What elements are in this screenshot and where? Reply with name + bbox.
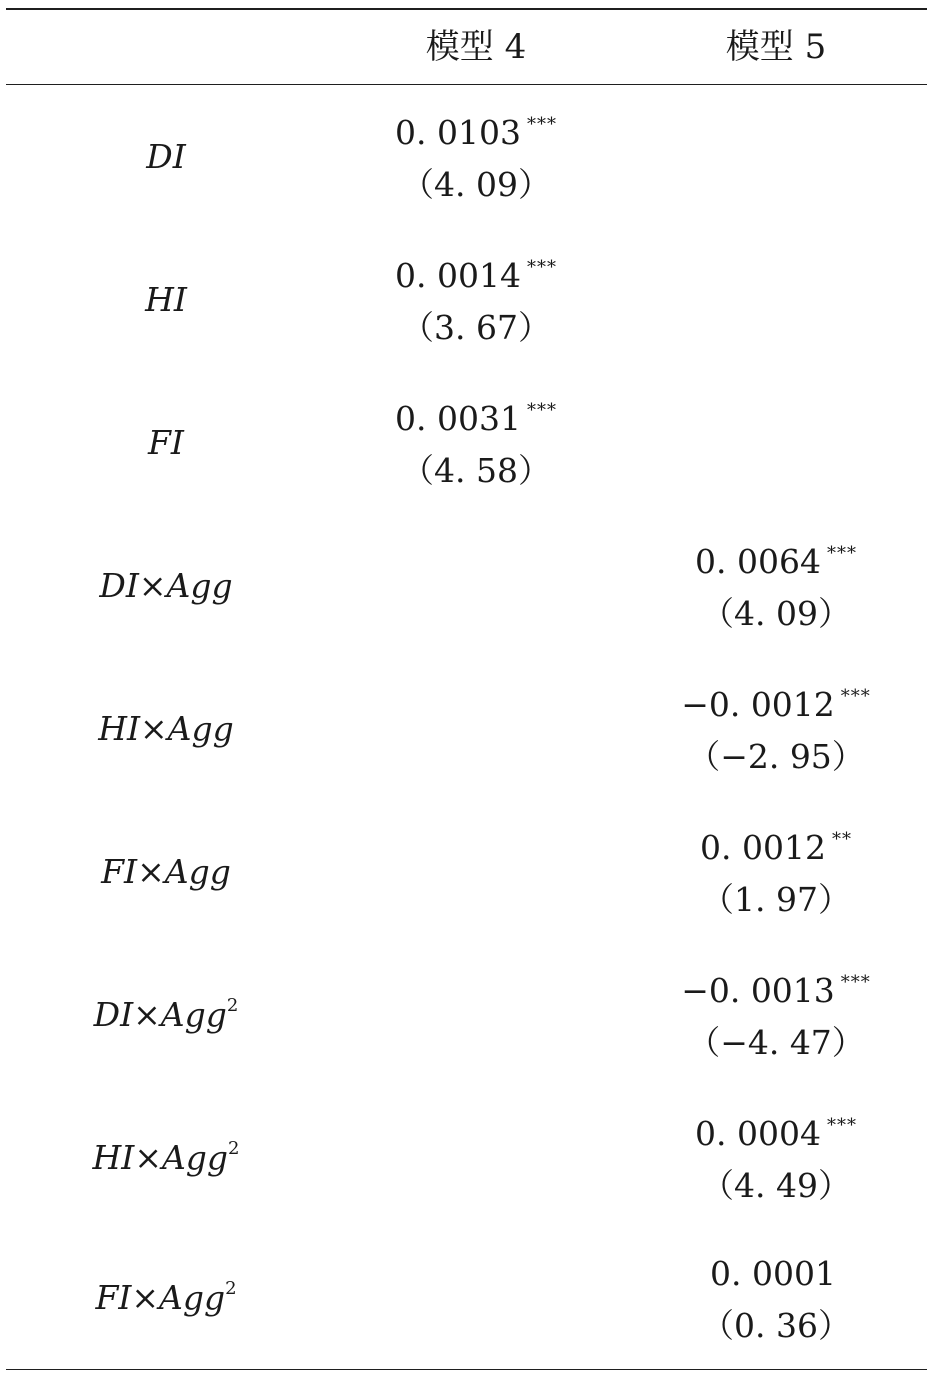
model-4-cell bbox=[326, 822, 626, 932]
significance-stars: *** bbox=[840, 686, 871, 707]
coefficient bbox=[326, 250, 626, 302]
coefficient bbox=[326, 965, 626, 1017]
variable-name: FI×Agg bbox=[95, 1278, 226, 1317]
coefficient bbox=[626, 107, 926, 159]
significance-stars: ** bbox=[831, 829, 852, 850]
coefficient bbox=[626, 965, 926, 1017]
table-top-rule bbox=[6, 8, 927, 10]
significance-stars: *** bbox=[840, 972, 871, 993]
variable-label bbox=[6, 707, 326, 751]
model-5-cell bbox=[626, 393, 926, 503]
coefficient-value: 0. 0014 bbox=[395, 256, 521, 295]
variable-name: HI×Agg bbox=[98, 709, 234, 748]
significance-stars: *** bbox=[526, 257, 557, 278]
coefficient bbox=[326, 393, 626, 445]
coefficient bbox=[326, 822, 626, 874]
t-statistic bbox=[626, 159, 926, 211]
table-row bbox=[6, 514, 927, 657]
t-statistic: （3. 67） bbox=[401, 308, 551, 347]
t-statistic bbox=[326, 1300, 626, 1352]
coefficient-value: 0. 0031 bbox=[395, 399, 521, 438]
model-5-cell bbox=[626, 1248, 926, 1358]
variable-label bbox=[6, 993, 326, 1037]
table-row bbox=[6, 657, 927, 800]
variable-label bbox=[6, 564, 326, 608]
coefficient bbox=[326, 679, 626, 731]
coefficient-value: 0. 0103 bbox=[395, 113, 521, 152]
coefficient-value: −0. 0012 bbox=[681, 685, 835, 724]
table-row bbox=[6, 228, 927, 371]
t-statistic bbox=[326, 731, 626, 783]
t-statistic: （4. 58） bbox=[401, 451, 551, 490]
variable-name: HI×Agg bbox=[92, 1138, 229, 1177]
model-4-cell bbox=[326, 250, 626, 360]
variable-exponent: 2 bbox=[228, 1138, 240, 1159]
model-4-cell bbox=[326, 393, 626, 503]
model-5-cell bbox=[626, 679, 926, 789]
variable-label bbox=[6, 1276, 326, 1320]
model-4-cell bbox=[326, 107, 626, 217]
table-row bbox=[6, 1226, 927, 1369]
coefficient bbox=[326, 1248, 626, 1300]
significance-stars: *** bbox=[826, 543, 857, 564]
t-statistic: （−2. 95） bbox=[687, 737, 865, 776]
coefficient bbox=[626, 1248, 926, 1300]
t-statistic: （4. 09） bbox=[701, 594, 851, 633]
variable-exponent: 2 bbox=[225, 1278, 237, 1299]
t-statistic bbox=[326, 874, 626, 926]
t-statistic bbox=[326, 1017, 626, 1069]
variable-label bbox=[6, 1136, 326, 1180]
t-statistic: （1. 97） bbox=[701, 880, 851, 919]
t-statistic bbox=[626, 445, 926, 497]
coefficient-value: 0. 0001 bbox=[710, 1254, 836, 1293]
variable-label bbox=[6, 278, 326, 322]
t-statistic bbox=[626, 302, 926, 354]
model-5-cell bbox=[626, 250, 926, 360]
variable-label bbox=[6, 421, 326, 465]
table-bottom-rule bbox=[6, 1369, 927, 1370]
table-row bbox=[6, 371, 927, 514]
coefficient bbox=[626, 822, 926, 874]
variable-label bbox=[6, 850, 326, 894]
coefficient bbox=[626, 1108, 926, 1160]
coefficient bbox=[326, 1108, 626, 1160]
coefficient-value: 0. 0004 bbox=[695, 1114, 821, 1153]
header-model-4: 模型 4 bbox=[425, 27, 527, 67]
model-4-cell bbox=[326, 1108, 626, 1218]
variable-name: DI bbox=[146, 137, 186, 176]
model-4-cell bbox=[326, 679, 626, 789]
model-4-cell bbox=[326, 965, 626, 1075]
regression-table bbox=[6, 0, 927, 1377]
significance-stars: *** bbox=[526, 400, 557, 421]
table-row bbox=[6, 85, 927, 228]
variable-label bbox=[6, 135, 326, 179]
header-model-5: 模型 5 bbox=[725, 27, 827, 67]
t-statistic bbox=[326, 1160, 626, 1212]
coefficient-value: −0. 0013 bbox=[681, 971, 835, 1010]
coefficient bbox=[626, 536, 926, 588]
coefficient bbox=[326, 107, 626, 159]
coefficient-value: 0. 0064 bbox=[695, 542, 821, 581]
coefficient bbox=[626, 393, 926, 445]
significance-stars: *** bbox=[826, 1115, 857, 1136]
model-5-cell bbox=[626, 536, 926, 646]
table-row bbox=[6, 943, 927, 1086]
variable-name: FI×Agg bbox=[101, 852, 231, 891]
coefficient bbox=[626, 679, 926, 731]
table-row bbox=[6, 800, 927, 943]
variable-name: FI bbox=[148, 423, 184, 462]
model-5-cell bbox=[626, 1108, 926, 1218]
variable-exponent: 2 bbox=[226, 995, 239, 1016]
significance-stars: *** bbox=[526, 114, 557, 135]
t-statistic: （4. 49） bbox=[701, 1166, 851, 1205]
variable-name: HI bbox=[145, 280, 187, 319]
model-5-cell bbox=[626, 107, 926, 217]
t-statistic bbox=[326, 588, 626, 640]
model-5-cell bbox=[626, 965, 926, 1075]
model-4-cell bbox=[326, 1248, 626, 1358]
coefficient-value: 0. 0012 bbox=[700, 828, 826, 867]
t-statistic: （4. 09） bbox=[401, 165, 551, 204]
model-5-cell bbox=[626, 822, 926, 932]
t-statistic: （−4. 47） bbox=[687, 1023, 865, 1062]
coefficient bbox=[626, 250, 926, 302]
table-row bbox=[6, 1086, 927, 1229]
t-statistic: （0. 36） bbox=[701, 1306, 851, 1345]
variable-name: DI×Agg bbox=[99, 566, 233, 605]
variable-name: DI×Agg bbox=[93, 995, 227, 1034]
model-4-cell bbox=[326, 536, 626, 646]
coefficient bbox=[326, 536, 626, 588]
